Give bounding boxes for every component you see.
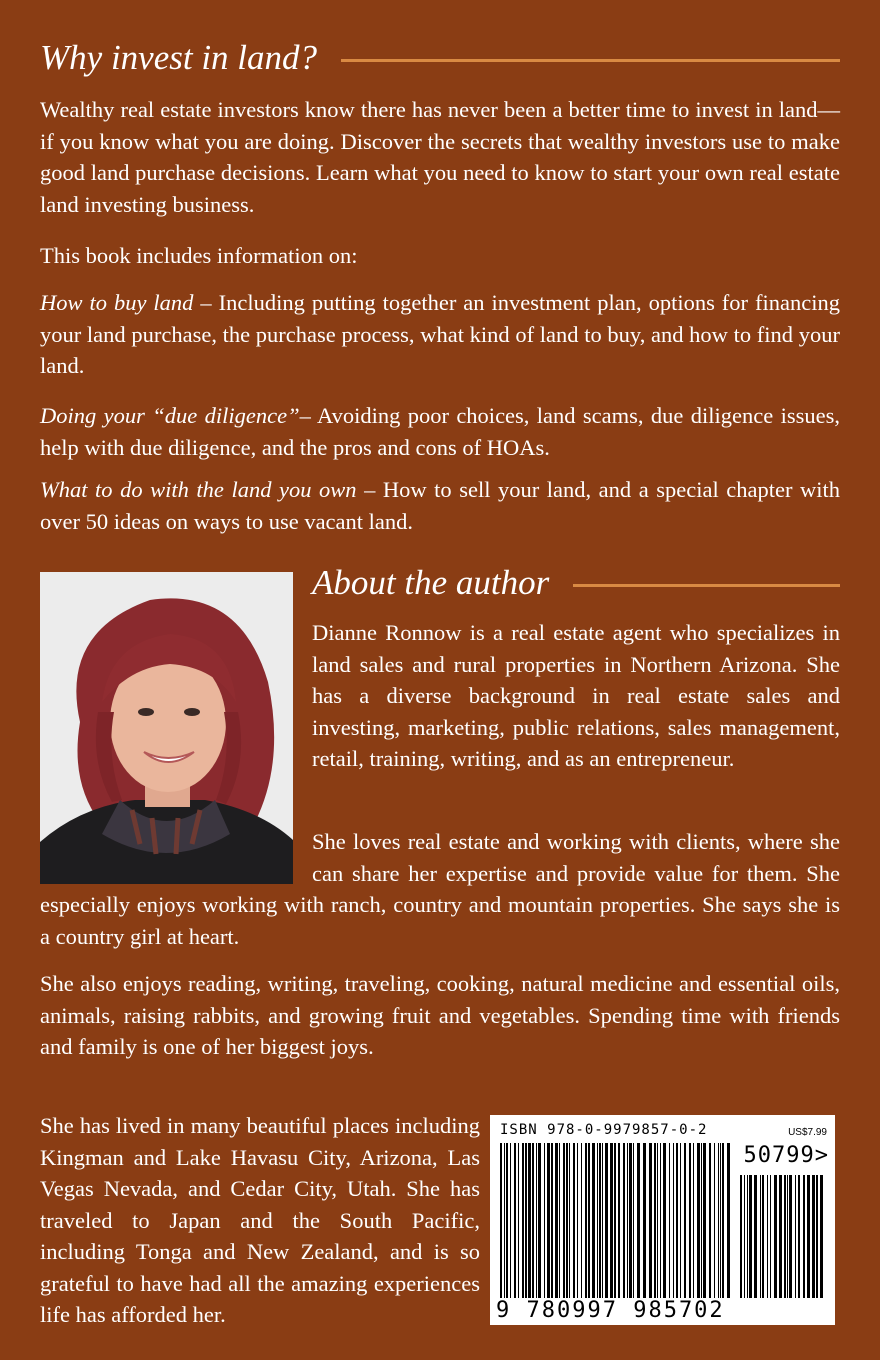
photo-wrap-spacer xyxy=(40,826,312,889)
isbn-barcode xyxy=(490,1115,835,1325)
heading-rule xyxy=(573,584,840,587)
topic-text: – How to sell your land, and a special chapter with over 50 ideas on ways to use vacant land. xyxy=(40,477,840,534)
author-bio-paragraph-2-text: She loves real estate and working with clients, where she can share her expertise and provide value for them. She especially enjoys working with ranch, country and mountain properties. She says she is a country girl at heart. xyxy=(40,829,840,949)
why-invest-heading: Why invest in land? xyxy=(40,38,318,77)
addon-bars-icon xyxy=(740,1175,826,1298)
barcode-bars-icon xyxy=(500,1143,732,1298)
author-bio-paragraph-1: Dianne Ronnow is a real estate agent who specializes in land sales and rural properties in Northern Arizona. She has a diverse background in real estate sales and investing, marketing, public relations, sales management, retail, training, writing, and as an entrepreneur. xyxy=(312,620,840,771)
author-bio-paragraph-2 xyxy=(40,826,840,952)
why-invest-heading-row xyxy=(40,40,840,75)
addon-number: 50799> xyxy=(743,1143,829,1168)
topic-land-you-own xyxy=(40,474,840,537)
topic-due-diligence xyxy=(40,400,840,463)
topic-text: – Including putting together an investment plan, options for financing your land purchase, the purchase process, what kind of land to buy, and how to find your land. xyxy=(40,290,840,378)
about-author-heading-row xyxy=(312,565,840,600)
isbn-number: ISBN 978-0-9979857-0-2 xyxy=(500,1122,708,1138)
heading-rule xyxy=(341,59,840,62)
topic-title: What to do with the land you own xyxy=(40,477,357,502)
topic-how-to-buy xyxy=(40,287,840,382)
about-author-heading: About the author xyxy=(312,563,550,602)
topic-title: How to buy land xyxy=(40,290,194,315)
ean-number: 9 780997 985702 xyxy=(496,1298,725,1323)
includes-line: This book includes information on: xyxy=(40,243,358,268)
intro-paragraph: Wealthy real estate investors know there has never been a better time to invest in land—if you know what you are doing. Discover the secrets that wealthy investors use to make good land purchase decisions. Learn what you need to know to start your own real estate land investing business. xyxy=(40,97,840,217)
author-bio-paragraph-3: She also enjoys reading, writing, traveling, cooking, natural medicine and essential oils, animals, raising rabbits, and growing fruit and vegetables. Spending time with friends and family is one of her biggest joys. xyxy=(40,971,840,1059)
author-bio-paragraph-4-text: She has lived in many beautiful places including Kingman and Lake Havasu City, Arizona, Las Vegas Nevada, and Cedar City, Utah. She has traveled to Japan and the South Pacific, including Tonga and New Zealand, and is so grateful to have had all the amazing experiences life has afforded her. xyxy=(40,1113,480,1327)
price-code: US$7.99 xyxy=(788,1127,827,1138)
topic-title: Doing your “due diligence” xyxy=(40,403,300,428)
topic-text: – Avoiding poor choices, land scams, due diligence issues, help with due diligence, and the pros and cons of HOAs. xyxy=(40,403,840,460)
